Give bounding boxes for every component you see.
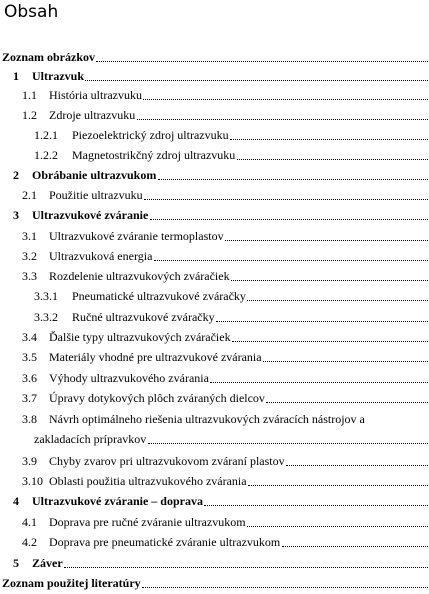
toc-entry-title: Materiály vhodné pre ultrazvukové zvárania [49, 350, 262, 364]
dot-leader [64, 567, 428, 568]
toc-entry-title: Výhody ultrazvukového zvárania [49, 371, 209, 385]
toc-entry-title: Použitie ultrazvuku [49, 188, 143, 202]
toc-entry-number: 2 [13, 168, 19, 182]
toc-entry-title: Chyby zvarov pri ultrazvukovom zváraní plastov [49, 454, 285, 468]
dot-leader [286, 465, 428, 466]
toc-entry-title: zakladacích prípravkov [34, 432, 147, 446]
dot-leader [263, 361, 428, 362]
toc-entry[interactable] [0, 128, 429, 142]
toc-entry-title: Ultrazvuková energia [49, 249, 153, 263]
toc-entry-number: 4.1 [22, 515, 37, 529]
dot-leader [210, 382, 428, 383]
toc-entry-number: 3.10 [22, 474, 43, 488]
toc-entry-number: 3.1 [22, 229, 37, 243]
toc-entry-number: 3.4 [22, 330, 37, 344]
toc-entry-number: 3.2 [22, 249, 37, 263]
toc-entry[interactable] [0, 188, 429, 202]
toc-entry-title: Obrábanie ultrazvukom [32, 168, 157, 182]
dot-leader [232, 341, 428, 342]
dot-leader [231, 280, 428, 281]
toc-entry-number: 3 [13, 208, 19, 222]
dot-leader [282, 546, 428, 547]
dot-leader [247, 300, 428, 301]
toc-entry[interactable] [0, 50, 429, 64]
toc-entry-title: Ultrazvuk [32, 69, 84, 83]
dot-leader [154, 260, 428, 261]
toc-entry[interactable] [0, 412, 429, 426]
toc-entry-number: 1.1 [22, 88, 37, 102]
toc-entry-title: Záver [32, 556, 63, 570]
toc-entry-title: Rozdelenie ultrazvukových zváračiek [49, 269, 230, 283]
toc-entry-number: 3.9 [22, 454, 37, 468]
toc-entry[interactable] [0, 454, 429, 468]
dot-leader [230, 139, 428, 140]
dot-leader [144, 199, 428, 200]
toc-entry-title: Doprava pre pneumatické zváranie ultrazvukom [49, 535, 281, 549]
toc-entry[interactable] [0, 371, 429, 385]
toc-entry-number: 1.2.1 [34, 128, 58, 142]
toc-entry-number: 3.3.1 [34, 289, 58, 303]
toc-entry-title: Návrh optimálneho riešenia ultrazvukových zváracích nástrojov a [49, 412, 365, 426]
toc-entry-number: 4.2 [22, 535, 37, 549]
toc-entry-number: 1 [13, 69, 19, 83]
dot-leader [225, 240, 428, 241]
toc-heading: Obsah [4, 2, 59, 22]
toc-entry[interactable] [0, 576, 429, 590]
toc-entry[interactable] [0, 88, 429, 102]
toc-entry[interactable] [0, 474, 429, 488]
toc-entry[interactable] [0, 330, 429, 344]
dot-leader [204, 505, 428, 506]
dot-leader [137, 119, 428, 120]
dot-leader [266, 402, 428, 403]
toc-entry-title: Pneumatické ultrazvukové zváračky [72, 289, 246, 303]
dot-leader [247, 526, 428, 527]
dot-leader [216, 321, 428, 322]
toc-entry-title: Magnetostrikčný zdroj ultrazvuku [72, 148, 236, 162]
toc-entry-number: 1.2.2 [34, 148, 58, 162]
toc-entry-title: Ultrazvukové zváranie termoplastov [49, 229, 224, 243]
dot-leader [158, 179, 428, 180]
toc-entry-number: 3.3.2 [34, 310, 58, 324]
toc-entry[interactable] [0, 391, 429, 405]
toc-entry-number: 4 [13, 494, 19, 508]
toc-entry-title: Zoznam obrázkov [2, 50, 95, 64]
toc-entry-title: Ultrazvukové zváranie – doprava [32, 494, 203, 508]
toc-entry-title: Zdroje ultrazvuku [49, 108, 136, 122]
dot-leader [142, 587, 428, 588]
toc-entry-number: 3.8 [22, 412, 37, 426]
dot-leader [248, 485, 428, 486]
dot-leader [237, 159, 428, 160]
toc-entry-title: Ďalšie typy ultrazvukových zváračiek [49, 330, 231, 344]
toc-entry[interactable] [0, 535, 429, 549]
toc-entry-title: História ultrazvuku [49, 88, 142, 102]
toc-entry-title: Úpravy dotykových plôch zváraných dielcov [49, 391, 265, 405]
toc-entry[interactable] [0, 289, 429, 303]
toc-entry[interactable] [0, 432, 429, 446]
toc-entry[interactable] [0, 310, 429, 324]
toc-entry-title: Oblasti použitia ultrazvukového zvárania [49, 474, 247, 488]
dot-leader [143, 99, 428, 100]
toc-entry-title: Doprava pre ručné zváranie ultrazvukom [49, 515, 246, 529]
toc-entry-number: 1.2 [22, 108, 37, 122]
dot-leader [96, 61, 428, 62]
toc-entry[interactable] [0, 350, 429, 364]
toc-entry-title: Ultrazvukové zváranie [32, 208, 149, 222]
toc-entry[interactable] [0, 229, 429, 243]
toc-entry[interactable] [0, 494, 429, 508]
toc-entry[interactable] [0, 269, 429, 283]
dot-leader [148, 443, 428, 444]
toc-entry-number: 3.3 [22, 269, 37, 283]
dot-leader [150, 219, 428, 220]
toc-entry[interactable] [0, 168, 429, 182]
toc-entry[interactable] [0, 148, 429, 162]
toc-entry[interactable] [0, 249, 429, 263]
toc-entry-number: 3.7 [22, 391, 37, 405]
toc-entry[interactable] [0, 108, 429, 122]
toc-entry[interactable] [0, 556, 429, 570]
toc-entry[interactable] [0, 208, 429, 222]
toc-entry-number: 3.6 [22, 371, 37, 385]
toc-entry-title: Piezoelektrický zdroj ultrazvuku [72, 128, 229, 142]
toc-entry-title: Ručné ultrazvukové zváračky [72, 310, 215, 324]
toc-entry-title: Zoznam použitej literatúry [2, 576, 141, 590]
toc-entry-number: 2.1 [22, 188, 37, 202]
dot-leader [85, 80, 428, 81]
toc-entry-number: 5 [13, 556, 19, 570]
toc-entry-number: 3.5 [22, 350, 37, 364]
toc-entry[interactable] [0, 515, 429, 529]
toc-entry[interactable] [0, 69, 429, 83]
